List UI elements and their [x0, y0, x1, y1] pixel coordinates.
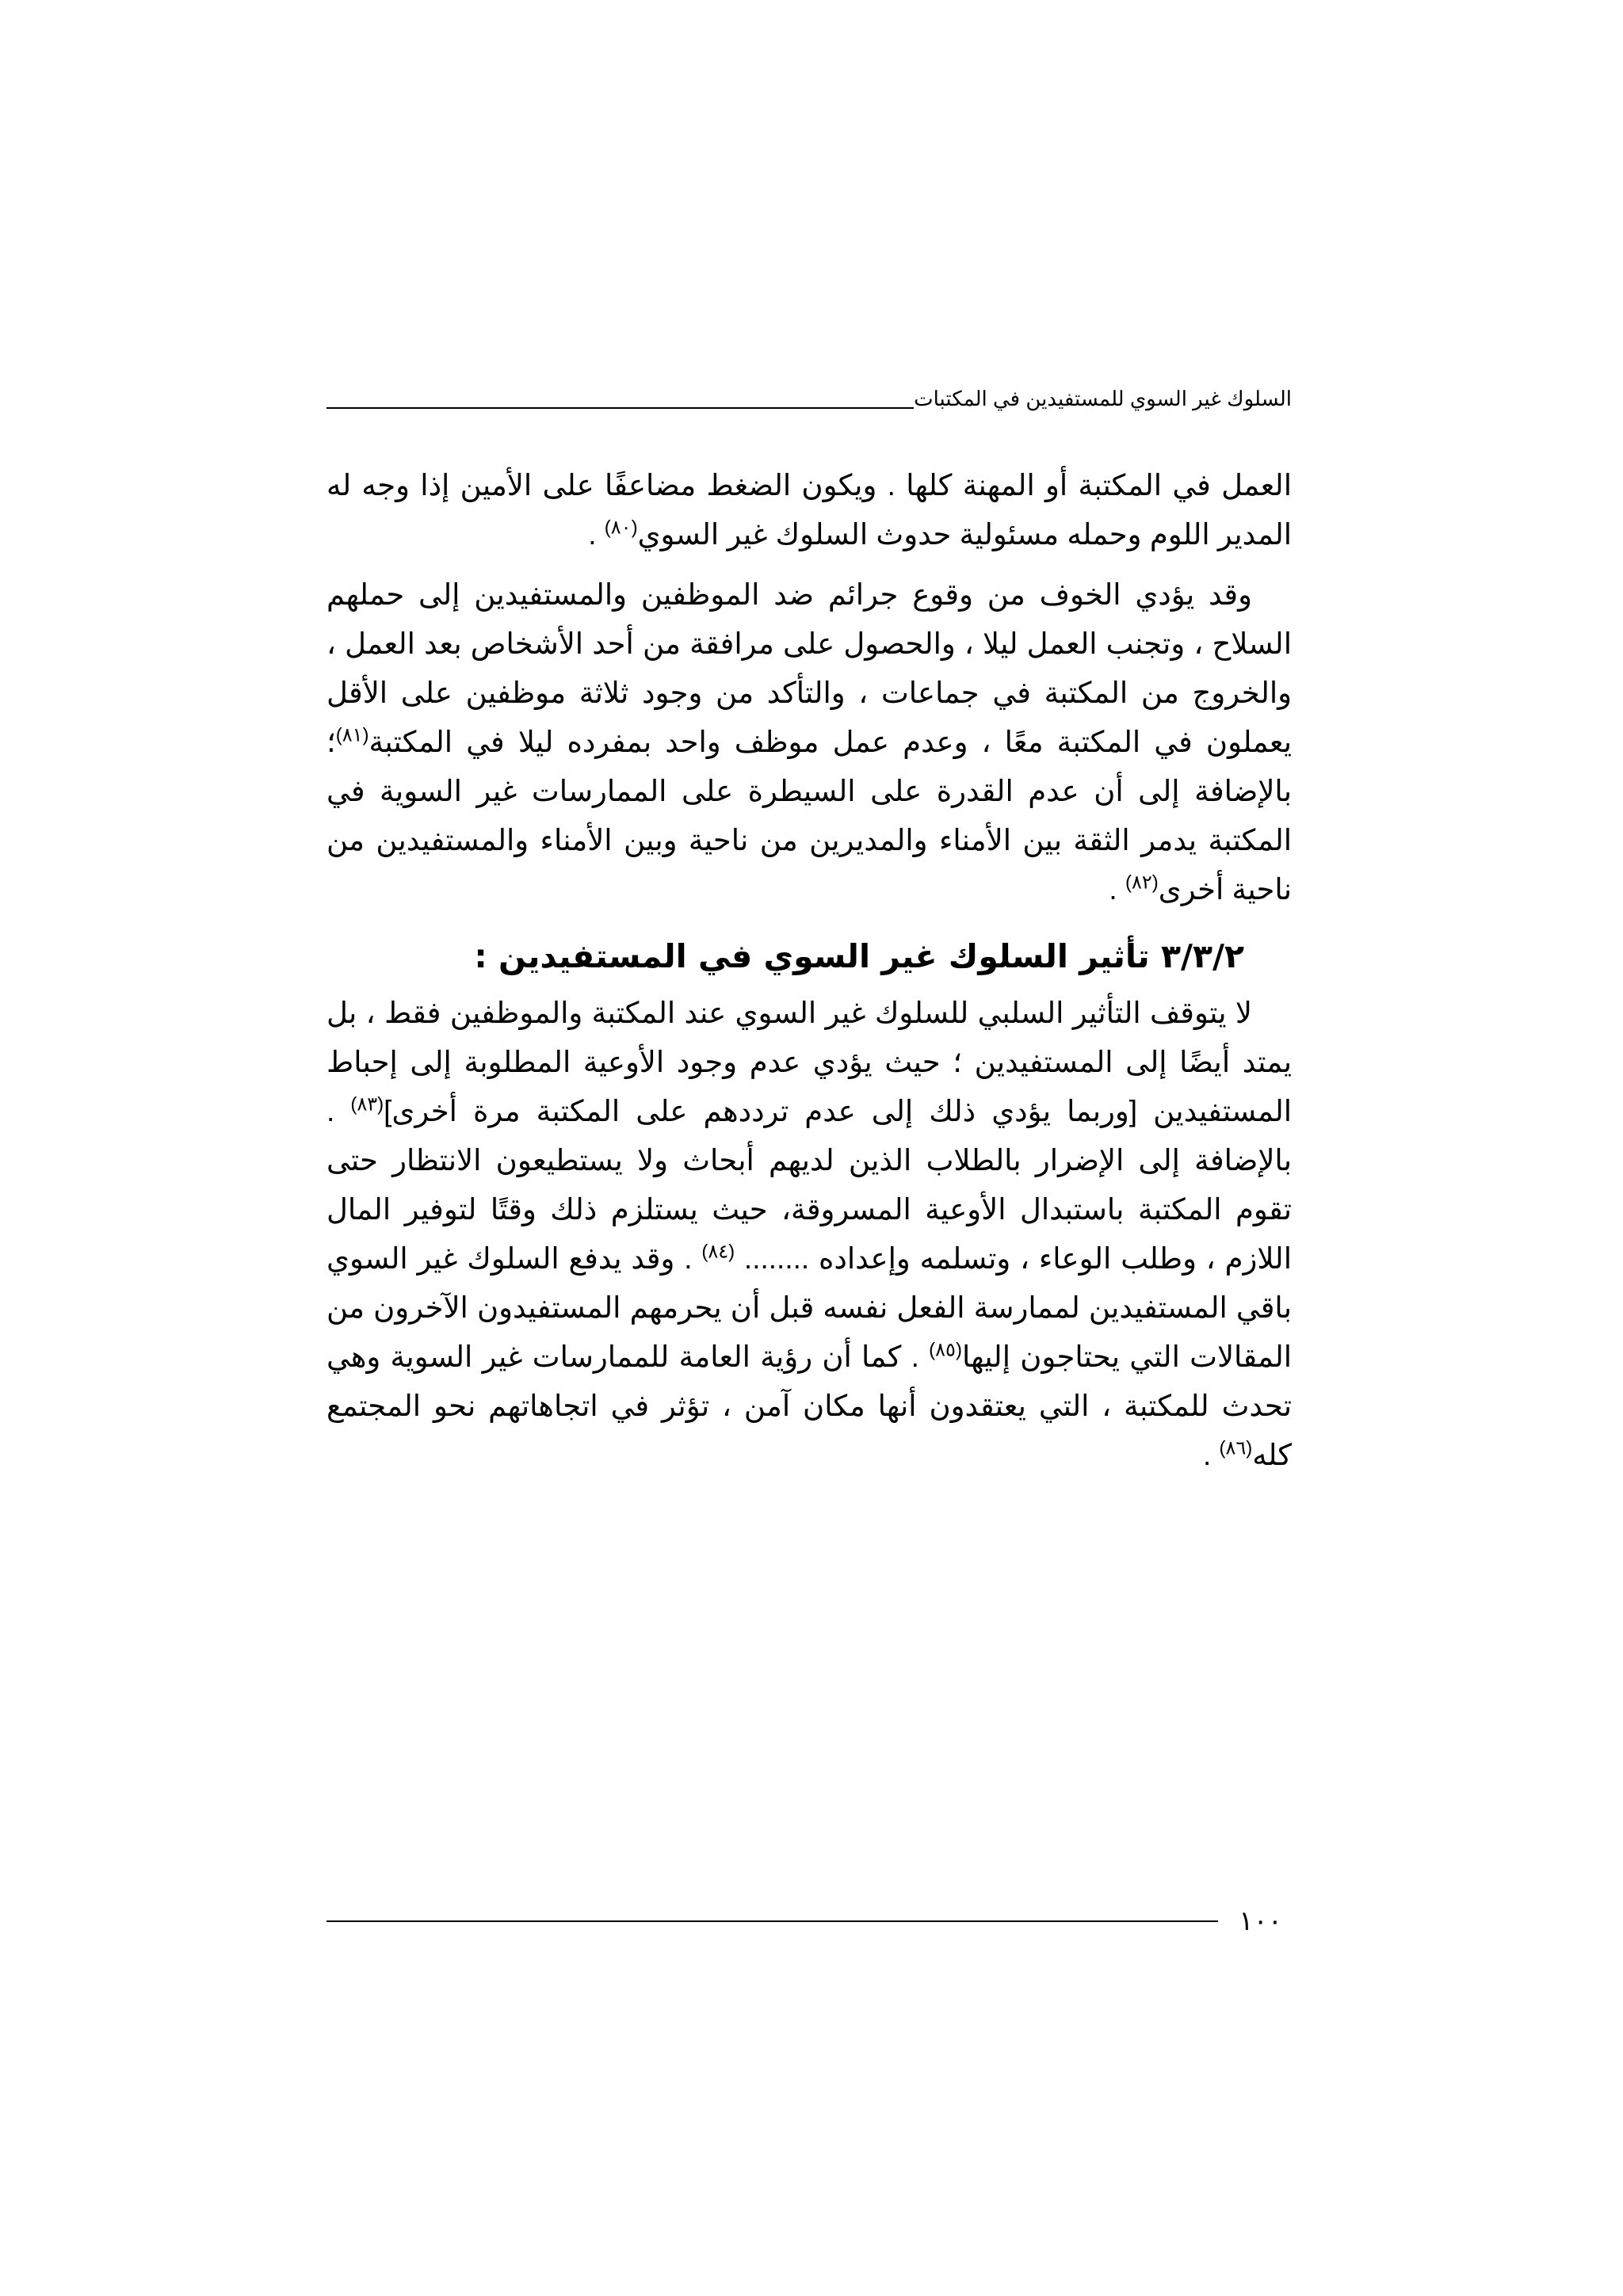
footnote-ref-83[interactable]: (٨٣) — [350, 1093, 384, 1116]
footnote-ref-86[interactable]: (٨٦) — [1219, 1437, 1253, 1459]
page-number: ١٠٠ — [1239, 1906, 1282, 1936]
section-heading: ٣/٣/٢ تأثير السلوك غير السوي في المستفيدين : — [474, 937, 1244, 975]
footnote-ref-84[interactable]: (٨٤) — [701, 1241, 735, 1263]
paragraph-text: ؛ بالإضافة إلى أن عدم القدرة على السيطرة على الممارسات غير السوية في المكتبة يدمر الثقة بين الأمناء والمديرين من ناحية وبين الأمناء والمستفيدين من ناحية أخرى — [327, 726, 1292, 906]
paragraph-text: لا يتوقف التأثير السلبي للسلوك غير السوي عند المكتبة والموظفين فقط ، بل يمتد أيضًا إلى المستفيدين ؛ حيث يؤدي عدم وجود الأوعية المطلوبة إلى إحباط المستفيدين [وربما يؤدي ذلك إلى عدم ترددهم على المكتبة مرة أخرى] — [327, 997, 1293, 1127]
paragraph-3 — [327, 989, 1292, 1480]
footnote-ref-80[interactable]: (٨٠) — [604, 517, 638, 539]
paragraph-text: . بالإضافة إلى الإضرار بالطلاب الذين لديهم أبحاث ولا يستطيعون الانتظار حتى تقوم المكتبة باستبدال الأوعية المسروقة، حيث يستلزم ذلك وقتًا لتوفير المال اللازم ، وطلب الوعاء ، وتسلمه وإعداده ........ — [327, 1095, 1292, 1275]
paragraph-end: . — [1202, 1439, 1220, 1471]
footnote-ref-81[interactable]: (٨١) — [335, 724, 369, 746]
paragraph-text: وقد يؤدي الخوف من وقوع جرائم ضد الموظفين والمستفيدين إلى حملهم السلاح ، وتجنب العمل ليلا ، والحصول على مرافقة من أحد الأشخاص بعد العمل ، والخروج من المكتبة في جماعات ، والتأكد من وجود ثلاثة موظفين على الأقل يعملون في المكتبة معًا ، وعدم عمل موظف واحد بمفرده ليلا في المكتبة — [327, 578, 1292, 758]
header-rule — [327, 407, 914, 409]
footnote-ref-85[interactable]: (٨٥) — [929, 1339, 962, 1361]
page-footer — [327, 1901, 1292, 1941]
running-header-title: السلوك غير السوي للمستفيدين في المكتبات — [914, 387, 1292, 410]
page-body — [327, 461, 1292, 1480]
footnote-ref-82[interactable]: (٨٢) — [1125, 871, 1159, 894]
paragraph-text: . كما أن رؤية العامة للممارسات غير السوية وهي تحدث للمكتبة ، التي يعتقدون أنها مكان آمن ، تؤثر في اتجاهاتهم نحو المجتمع كله — [327, 1341, 1292, 1471]
paragraph-text: العمل في المكتبة أو المهنة كلها . ويكون الضغط مضاعفًا على الأمين إذا وجه له المدير اللوم وحمله مسئولية حدوث السلوك غير السوي — [327, 469, 1292, 551]
paragraph-end: . — [588, 518, 605, 551]
paragraph-text: . وقد يدفع السلوك غير السوي باقي المستفيدين لممارسة الفعل نفسه قبل أن يحرمهم المستفيدون الآخرون من المقالات التي يحتاجون إليها — [327, 1242, 1292, 1373]
paragraph-2 — [327, 570, 1292, 914]
running-header — [327, 372, 1292, 412]
footer-rule — [327, 1920, 1218, 1922]
paragraph-end: . — [1109, 873, 1125, 906]
paragraph-1 — [327, 461, 1292, 559]
